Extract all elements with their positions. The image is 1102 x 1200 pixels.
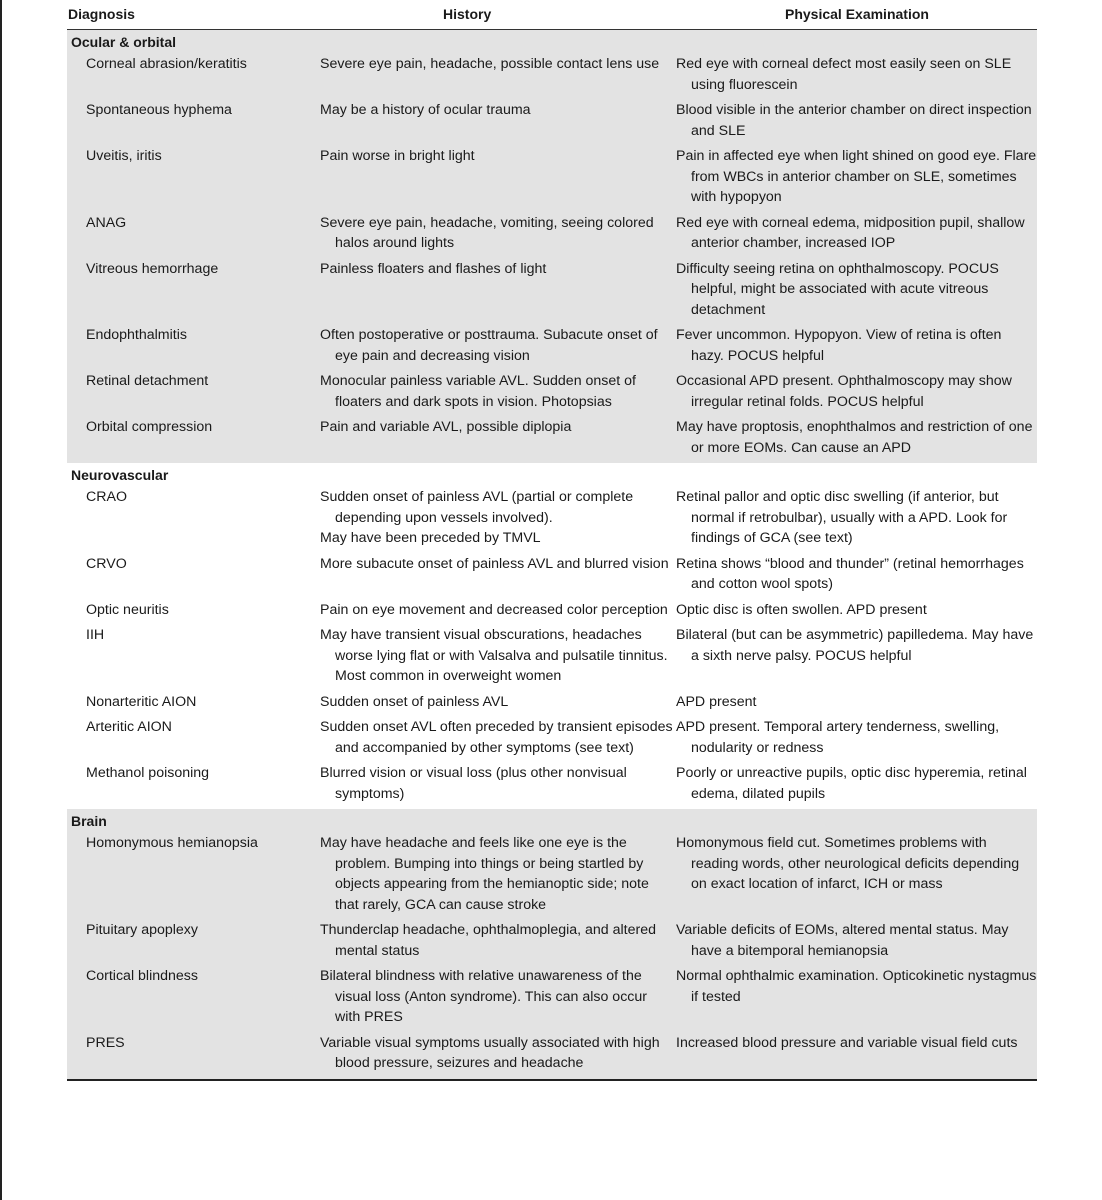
- history-cell: [320, 625, 676, 687]
- diagnosis-cell: Vitreous hemorrhage: [86, 260, 219, 277]
- header-diagnosis: Diagnosis: [68, 6, 135, 22]
- diagnosis-cell: Optic neuritis: [86, 601, 169, 618]
- table-body: [67, 30, 1037, 1079]
- section-title: Brain: [71, 813, 107, 829]
- history-text: More subacute onset of painless AVL and blurred vision: [320, 555, 669, 572]
- history-cell: [320, 100, 676, 141]
- exam-cell: Occasional APD present. Ophthalmoscopy may show irregular retinal folds. POCUS helpful: [676, 373, 1012, 410]
- history-cell: [320, 600, 676, 621]
- exam-cell: Increased blood pressure and variable visual field cuts: [676, 1034, 1018, 1051]
- diagnosis-cell: Methanol poisoning: [86, 765, 210, 781]
- diagnosis-cell: Homonymous hemianopsia: [86, 835, 258, 851]
- history-text: Painless floaters and flashes of light: [320, 260, 547, 277]
- diagnosis-cell: CRAO: [86, 489, 127, 505]
- section-title: Neurovascular: [71, 467, 169, 483]
- history-cell: [320, 692, 676, 713]
- diagnosis-cell: IIH: [86, 627, 105, 643]
- table-row: [67, 625, 1037, 692]
- exam-cell: Homonymous field cut. Sometimes problems with reading words, other neurological deficits depending on exact location of infarct, ICH or mass: [676, 835, 1020, 892]
- table-row: [67, 487, 1037, 554]
- history-cell: [320, 146, 676, 208]
- diagnosis-cell: Uveitis, iritis: [86, 148, 162, 164]
- table-header: [67, 0, 1037, 29]
- history-text: May have transient visual obscurations, headaches worse lying flat or with Valsalva and pulsatile tinnitus. Most common in overweight women: [320, 627, 668, 684]
- history-text: Often postoperative or posttrauma. Subacute onset of eye pain and decreasing vision: [320, 327, 658, 364]
- history-text: Severe eye pain, headache, vomiting, seeing colored halos around lights: [320, 214, 654, 251]
- exam-cell: Poorly or unreactive pupils, optic disc hyperemia, retinal edema, dilated pupils: [676, 765, 1027, 802]
- history-cell: [320, 1033, 676, 1074]
- diagnosis-cell: Pituitary apoplexy: [86, 922, 198, 938]
- table-row: [67, 833, 1037, 920]
- history-cell: [320, 966, 676, 1028]
- history-cell: [320, 717, 676, 758]
- table-row: [67, 100, 1037, 146]
- diagnosis-cell: Endophthalmitis: [86, 327, 187, 343]
- bottom-rule: [67, 1079, 1037, 1081]
- history-text: Pain and variable AVL, possible diplopia: [320, 419, 572, 435]
- history-text: Thunderclap headache, ophthalmoplegia, and altered mental status: [320, 922, 657, 959]
- history-text: May be a history of ocular trauma: [320, 102, 531, 118]
- table-row: [67, 259, 1037, 326]
- section-0: [67, 30, 1037, 463]
- table-row: [67, 417, 1037, 463]
- table-row: [67, 554, 1037, 600]
- table-row: [67, 600, 1037, 626]
- diagnosis-cell: Arteritic AION: [86, 719, 172, 735]
- diagnosis-cell: ANAG: [86, 214, 127, 231]
- history-cell: [320, 487, 676, 549]
- history-text: Severe eye pain, headache, possible contact lens use: [320, 56, 660, 72]
- history-text: Sudden onset of painless AVL: [320, 693, 509, 710]
- history-cell: [320, 920, 676, 961]
- left-border-rule: [0, 0, 2, 1200]
- differential-table: [67, 0, 1037, 1081]
- exam-cell: Bilateral (but can be asymmetric) papilledema. May have a sixth nerve palsy. POCUS helpful: [676, 627, 1034, 664]
- exam-cell: Optic disc is often swollen. APD present: [676, 601, 927, 618]
- table-row: [67, 325, 1037, 371]
- history-text: Monocular painless variable AVL. Sudden onset of floaters and dark spots in vision. Photopsias: [320, 373, 637, 410]
- history-cell: [320, 554, 676, 595]
- header-history: History: [443, 6, 492, 22]
- history-cell: [320, 763, 676, 804]
- header-physical-examination: Physical Examination: [785, 6, 929, 22]
- history-cell: [320, 325, 676, 366]
- diagnosis-cell: PRES: [86, 1034, 125, 1051]
- history-cell: [320, 371, 676, 412]
- exam-cell: Retinal pallor and optic disc swelling (if anterior, but normal if retrobulbar), usually with a APD. Look for findings of GCA (see text): [676, 489, 1008, 546]
- section-1: [67, 463, 1037, 809]
- history-cell: [320, 259, 676, 321]
- table-row: [67, 54, 1037, 100]
- exam-cell: Pain in affected eye when light shined on good eye. Flare from WBCs in anterior chamber on SLE, sometimes with hypopyon: [676, 148, 1037, 205]
- table-row: [67, 763, 1037, 809]
- exam-cell: APD present. Temporal artery tenderness, swelling, nodularity or redness: [676, 719, 1000, 756]
- diagnosis-cell: CRVO: [86, 555, 127, 572]
- exam-cell: Red eye with corneal defect most easily seen on SLE using fluorescein: [676, 56, 1012, 93]
- table-row: [67, 692, 1037, 718]
- history-text: Sudden onset of painless AVL (partial or complete depending upon vessels involved).: [320, 489, 634, 526]
- diagnosis-cell: Orbital compression: [86, 419, 213, 435]
- exam-cell: Fever uncommon. Hypopyon. View of retina is often hazy. POCUS helpful: [676, 327, 1002, 364]
- table-row: [67, 146, 1037, 213]
- history-text: May have headache and feels like one eye is the problem. Bumping into things or being startled by objects appearing from the hemianoptic side; note that rarely, GCA can cause stroke: [320, 835, 649, 913]
- exam-cell: Retina shows “blood and thunder” (retinal hemorrhages and cotton wool spots): [676, 555, 1024, 592]
- exam-cell: Red eye with corneal edema, midposition pupil, shallow anterior chamber, increased IOP: [676, 214, 1025, 251]
- history-text: Pain on eye movement and decreased color perception: [320, 601, 668, 618]
- diagnosis-cell: Retinal detachment: [86, 373, 209, 389]
- history-cell: [320, 417, 676, 458]
- diagnosis-cell: Cortical blindness: [86, 968, 198, 984]
- history-text: Bilateral blindness with relative unawareness of the visual loss (Anton syndrome). This can also occur with PRES: [320, 968, 647, 1025]
- diagnosis-cell: Nonarteritic AION: [86, 693, 197, 710]
- section-title: Ocular & orbital: [71, 34, 177, 50]
- history-cell: [320, 54, 676, 95]
- exam-cell: Blood visible in the anterior chamber on direct inspection and SLE: [676, 102, 1032, 139]
- history-text: Pain worse in bright light: [320, 148, 475, 164]
- table-row: [67, 717, 1037, 763]
- table-row: [67, 920, 1037, 966]
- history-cell: [320, 833, 676, 915]
- history-cell: [320, 213, 676, 254]
- history-text: Variable visual symptoms usually associated with high blood pressure, seizures and headache: [320, 1034, 660, 1071]
- table-row: [67, 371, 1037, 417]
- exam-cell: Variable deficits of EOMs, altered mental status. May have a bitemporal hemianopsia: [676, 922, 1009, 959]
- history-text: Blurred vision or visual loss (plus other nonvisual symptoms): [320, 765, 627, 802]
- section-2: [67, 809, 1037, 1079]
- exam-cell: APD present: [676, 693, 757, 710]
- history-text-continued: May have been preceded by TMVL: [320, 530, 541, 546]
- table-row: [67, 966, 1037, 1033]
- exam-cell: May have proptosis, enophthalmos and restriction of one or more EOMs. Can cause an APD: [676, 419, 1033, 456]
- table-row: [67, 213, 1037, 259]
- table-row: [67, 1033, 1037, 1079]
- history-text: Sudden onset AVL often preceded by transient episodes and accompanied by other symptoms (see text): [320, 719, 673, 756]
- exam-cell: Difficulty seeing retina on ophthalmoscopy. POCUS helpful, might be associated with acute vitreous detachment: [676, 260, 999, 318]
- exam-cell: Normal ophthalmic examination. Opticokinetic nystagmus if tested: [676, 968, 1037, 1005]
- diagnosis-cell: Spontaneous hyphema: [86, 102, 232, 118]
- diagnosis-cell: Corneal abrasion/keratitis: [86, 56, 247, 72]
